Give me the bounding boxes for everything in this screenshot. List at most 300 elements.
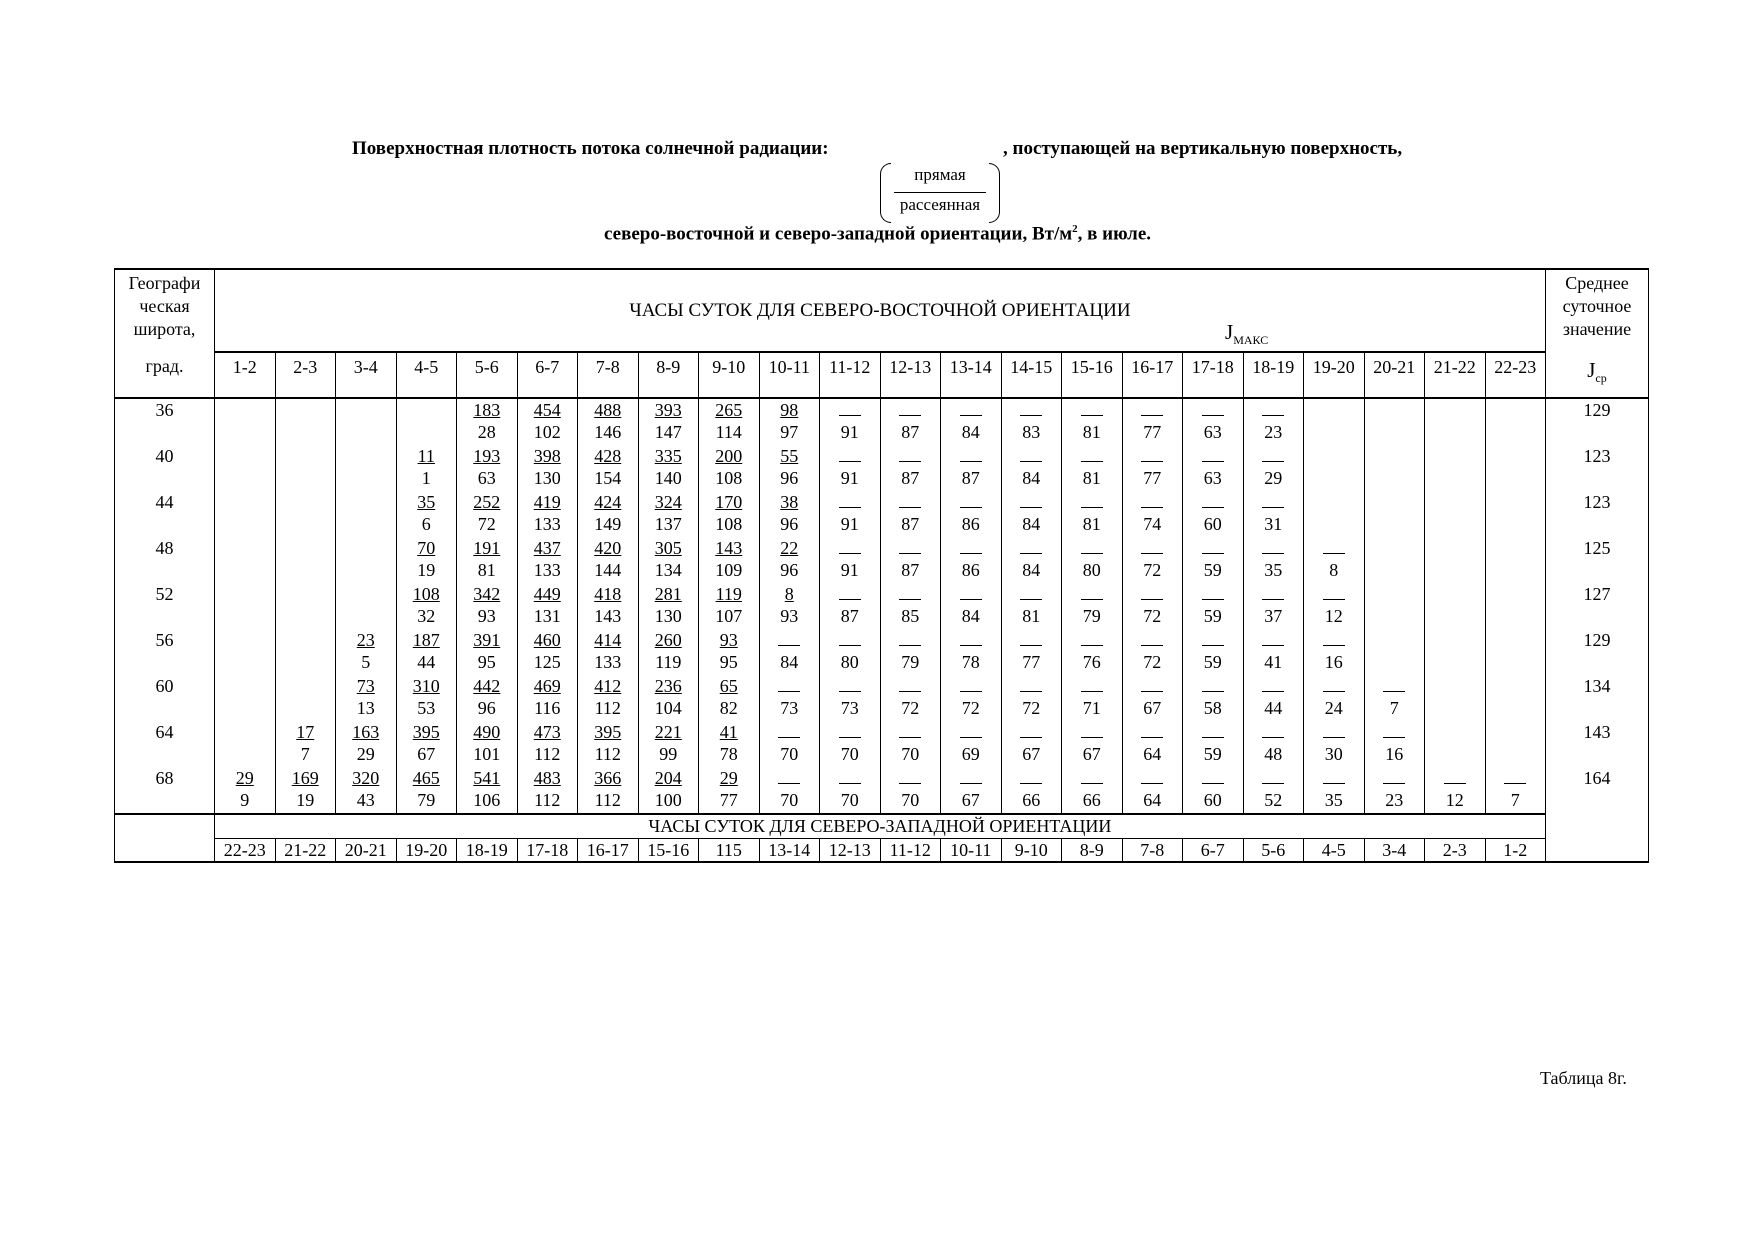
- diffuse-value: 44: [1264, 698, 1283, 718]
- diffuse-value: 31: [1264, 514, 1283, 534]
- dash-line: [1323, 645, 1345, 646]
- diffuse-value: 81: [1022, 606, 1041, 626]
- no-direct-dash: [1123, 445, 1183, 467]
- value-cell: [1243, 398, 1304, 445]
- value-cell: [578, 491, 639, 537]
- value-cell: [1304, 583, 1365, 629]
- diffuse-value: 108: [715, 468, 743, 488]
- no-direct-dash: [820, 583, 880, 605]
- value-cell: [517, 767, 578, 814]
- diffuse-value: 76: [1082, 652, 1101, 672]
- dash-line: [1020, 553, 1042, 554]
- value-cell: [457, 491, 518, 537]
- value-cell: [941, 721, 1002, 767]
- diffuse-value: 99: [659, 744, 678, 764]
- value-cell: [941, 445, 1002, 491]
- direct-value: 265: [715, 400, 743, 420]
- diffuse-value: 64: [1143, 790, 1162, 810]
- ne-orientation-header: [215, 269, 1546, 352]
- direct-value: 395: [412, 722, 440, 742]
- dash-line: [1081, 553, 1103, 554]
- value-cell: [941, 537, 1002, 583]
- value-cell: [457, 398, 518, 445]
- no-direct-dash: [1244, 767, 1304, 789]
- dash-line: [1202, 415, 1224, 416]
- diffuse-value: 112: [534, 790, 561, 810]
- direct-value: 310: [412, 676, 440, 696]
- diffuse-value: 86: [961, 560, 980, 580]
- diffuse-value: 84: [961, 422, 980, 442]
- latitude-cell: 44: [115, 491, 215, 537]
- dash-line: [1081, 415, 1103, 416]
- dash-line: [1141, 415, 1163, 416]
- fraction-denominator: рассеянная: [899, 195, 981, 214]
- no-direct-dash: [1244, 721, 1304, 743]
- no-direct-dash: [1002, 445, 1062, 467]
- no-direct-dash: [941, 491, 1001, 513]
- diffuse-value: 41: [1264, 652, 1283, 672]
- dash-line: [1141, 691, 1163, 692]
- no-direct-dash: [1123, 537, 1183, 559]
- diffuse-value: 70: [901, 744, 920, 764]
- direct-value: 305: [654, 538, 682, 558]
- value-cell: [1243, 537, 1304, 583]
- dash-line: [1202, 645, 1224, 646]
- nw-hour-header: 7-8: [1122, 839, 1183, 863]
- value-cell: [759, 767, 820, 814]
- dash-line: [778, 737, 800, 738]
- dash-line: [839, 599, 861, 600]
- dash-line: [1504, 783, 1526, 784]
- dash-line: [899, 645, 921, 646]
- dash-line: [1262, 737, 1284, 738]
- diffuse-value: 52: [1264, 790, 1283, 810]
- diffuse-value: 63: [477, 468, 496, 488]
- value-cell: [1485, 398, 1546, 445]
- nw-hour-header: 10-11: [941, 839, 1002, 863]
- no-direct-dash: [1244, 629, 1304, 651]
- value-cell: [699, 629, 760, 675]
- no-direct-dash: [1002, 721, 1062, 743]
- value-cell: [941, 583, 1002, 629]
- value-cell: [1062, 721, 1123, 767]
- dash-line: [899, 599, 921, 600]
- diffuse-value: 81: [1082, 468, 1101, 488]
- value-cell: [880, 445, 941, 491]
- value-cell: [275, 675, 336, 721]
- diffuse-value: 87: [901, 468, 920, 488]
- dash-line: [1020, 691, 1042, 692]
- dash-line: [1141, 507, 1163, 508]
- average-value: 127: [1546, 583, 1649, 629]
- no-direct-dash: [1002, 537, 1062, 559]
- value-cell: [396, 537, 457, 583]
- value-cell: [820, 767, 881, 814]
- dash-line: [1081, 507, 1103, 508]
- no-direct-dash: [1002, 491, 1062, 513]
- no-direct-dash: [1062, 399, 1122, 421]
- no-direct-dash: [820, 399, 880, 421]
- jmax-symbol: J: [1225, 320, 1234, 344]
- value-cell: [275, 398, 336, 445]
- diffuse-value: 72: [901, 698, 920, 718]
- diffuse-value: 53: [417, 698, 436, 718]
- direct-value: 163: [352, 722, 380, 742]
- value-cell: [1364, 537, 1425, 583]
- diffuse-value: 104: [654, 698, 682, 718]
- value-cell: [820, 398, 881, 445]
- value-cell: [699, 767, 760, 814]
- ne-hour-header: 14-15: [1001, 352, 1062, 398]
- diffuse-value: 87: [901, 514, 920, 534]
- diffuse-value: 125: [533, 652, 561, 672]
- value-cell: [699, 445, 760, 491]
- diffuse-value: 107: [715, 606, 743, 626]
- ne-hour-header: 16-17: [1122, 352, 1183, 398]
- value-cell: [275, 445, 336, 491]
- jmax-subscript: МАКС: [1233, 333, 1269, 348]
- direct-value: 23: [356, 630, 375, 650]
- direct-value: 70: [417, 538, 436, 558]
- dash-line: [1020, 783, 1042, 784]
- no-direct-dash: [1062, 537, 1122, 559]
- value-cell: [1304, 767, 1365, 814]
- dash-line: [960, 691, 982, 692]
- value-cell: [699, 721, 760, 767]
- diffuse-value: 112: [534, 744, 561, 764]
- direct-value: 143: [715, 538, 743, 558]
- diffuse-value: 106: [473, 790, 501, 810]
- value-cell: [880, 398, 941, 445]
- value-cell: [517, 491, 578, 537]
- value-cell: [457, 583, 518, 629]
- latitude-cell: 40: [115, 445, 215, 491]
- dash-line: [1081, 599, 1103, 600]
- direct-value: 183: [473, 400, 501, 420]
- value-cell: [578, 629, 639, 675]
- ne-hour-header: 21-22: [1425, 352, 1486, 398]
- diffuse-value: 91: [840, 468, 859, 488]
- title-line-2-end: , в июле.: [1077, 223, 1152, 245]
- dash-line: [1081, 691, 1103, 692]
- value-cell: [1425, 491, 1486, 537]
- average-value: 129: [1546, 629, 1649, 675]
- direct-value: 108: [412, 584, 440, 604]
- no-direct-dash: [881, 675, 941, 697]
- diffuse-value: 67: [1022, 744, 1041, 764]
- value-cell: [1485, 767, 1546, 814]
- value-cell: [1304, 629, 1365, 675]
- direct-value: 98: [780, 400, 799, 420]
- diffuse-value: 12: [1445, 790, 1464, 810]
- dash-line: [899, 783, 921, 784]
- value-cell: [1122, 767, 1183, 814]
- value-cell: [1485, 629, 1546, 675]
- no-direct-dash: [1244, 583, 1304, 605]
- direct-value: 418: [594, 584, 622, 604]
- javg-subscript: ср: [1595, 371, 1607, 386]
- value-cell: [1062, 537, 1123, 583]
- no-direct-dash: [941, 767, 1001, 789]
- direct-value: 252: [473, 492, 501, 512]
- no-direct-dash: [1304, 629, 1364, 651]
- ne-hour-header: 10-11: [759, 352, 820, 398]
- diffuse-value: 119: [655, 652, 682, 672]
- ne-hour-header: 20-21: [1364, 352, 1425, 398]
- value-cell: [1001, 675, 1062, 721]
- diffuse-value: 29: [1264, 468, 1283, 488]
- table-row: [115, 491, 1649, 537]
- dash-line: [1141, 599, 1163, 600]
- dash-line: [839, 691, 861, 692]
- direct-value: 191: [473, 538, 501, 558]
- value-cell: [578, 583, 639, 629]
- diffuse-value: 84: [1022, 514, 1041, 534]
- dash-line: [1020, 599, 1042, 600]
- dash-line: [1262, 645, 1284, 646]
- diffuse-value: 130: [533, 468, 561, 488]
- nw-hours-row: [115, 839, 1649, 863]
- diffuse-value: 112: [594, 790, 621, 810]
- no-direct-dash: [881, 399, 941, 421]
- direct-value: 454: [533, 400, 561, 420]
- no-direct-dash: [1062, 491, 1122, 513]
- ne-hour-header: 2-3: [275, 352, 336, 398]
- nw-hour-header: 21-22: [275, 839, 336, 863]
- dash-line: [1383, 691, 1405, 692]
- value-cell: [1183, 721, 1244, 767]
- nw-hour-header: 16-17: [578, 839, 639, 863]
- value-cell: [759, 675, 820, 721]
- no-direct-dash: [820, 491, 880, 513]
- direct-value: 324: [654, 492, 682, 512]
- direct-value: 460: [533, 630, 561, 650]
- latitude-header: Географи ческая широта,: [115, 269, 215, 352]
- value-cell: [1364, 629, 1425, 675]
- ne-hour-header: 1-2: [215, 352, 276, 398]
- no-direct-dash: [1123, 767, 1183, 789]
- nw-title-row: [115, 814, 1649, 839]
- value-cell: [578, 675, 639, 721]
- diffuse-value: 5: [361, 652, 371, 672]
- value-cell: [578, 445, 639, 491]
- diffuse-value: 72: [1143, 606, 1162, 626]
- no-direct-dash: [1486, 767, 1546, 789]
- diffuse-value: 87: [901, 560, 920, 580]
- direct-value: 22: [780, 538, 799, 558]
- diffuse-value: 81: [1082, 514, 1101, 534]
- diffuse-value: 13: [356, 698, 375, 718]
- diffuse-value: 87: [901, 422, 920, 442]
- direct-value: 204: [654, 768, 682, 788]
- value-cell: [215, 583, 276, 629]
- dash-line: [1020, 507, 1042, 508]
- direct-value: 281: [654, 584, 682, 604]
- value-cell: [1243, 629, 1304, 675]
- direct-value: 391: [473, 630, 501, 650]
- value-cell: [396, 583, 457, 629]
- direct-value: 221: [654, 722, 682, 742]
- diffuse-value: 7: [300, 744, 310, 764]
- dash-line: [1262, 783, 1284, 784]
- diffuse-value: 77: [719, 790, 738, 810]
- jmax-label: [1225, 320, 1268, 348]
- dash-line: [1262, 507, 1284, 508]
- value-cell: [215, 721, 276, 767]
- no-direct-dash: [1062, 721, 1122, 743]
- value-cell: [1062, 583, 1123, 629]
- value-cell: [1425, 629, 1486, 675]
- diffuse-value: 59: [1203, 560, 1222, 580]
- dash-line: [960, 415, 982, 416]
- diffuse-value: 67: [1082, 744, 1101, 764]
- value-cell: [578, 721, 639, 767]
- ne-hour-header: 4-5: [396, 352, 457, 398]
- dash-line: [1020, 461, 1042, 462]
- diffuse-value: 144: [594, 560, 622, 580]
- value-cell: [275, 491, 336, 537]
- value-cell: [1243, 445, 1304, 491]
- dash-line: [1141, 645, 1163, 646]
- no-direct-dash: [1002, 767, 1062, 789]
- value-cell: [759, 445, 820, 491]
- dash-line: [1020, 645, 1042, 646]
- table-row: [115, 721, 1649, 767]
- diffuse-value: 154: [594, 468, 622, 488]
- diffuse-value: 9: [240, 790, 250, 810]
- value-cell: [1001, 398, 1062, 445]
- value-cell: [275, 721, 336, 767]
- value-cell: [1425, 583, 1486, 629]
- average-value: 125: [1546, 537, 1649, 583]
- table-caption: Таблица 8г.: [1540, 1068, 1627, 1088]
- no-direct-dash: [941, 583, 1001, 605]
- value-cell: [638, 398, 699, 445]
- value-cell: [1425, 721, 1486, 767]
- diffuse-value: 140: [654, 468, 682, 488]
- direct-value: 335: [654, 446, 682, 466]
- dash-line: [1202, 599, 1224, 600]
- direct-value: 442: [473, 676, 501, 696]
- value-cell: [457, 675, 518, 721]
- value-cell: [1183, 675, 1244, 721]
- no-direct-dash: [820, 537, 880, 559]
- ne-hour-header: 15-16: [1062, 352, 1123, 398]
- value-cell: [215, 398, 276, 445]
- diffuse-value: 58: [1203, 698, 1222, 718]
- dash-line: [839, 415, 861, 416]
- diffuse-value: 12: [1324, 606, 1343, 626]
- value-cell: [1364, 445, 1425, 491]
- fraction-numerator: прямая: [914, 165, 966, 184]
- no-direct-dash: [881, 721, 941, 743]
- ne-hour-header: 19-20: [1304, 352, 1365, 398]
- value-cell: [638, 721, 699, 767]
- value-cell: [215, 445, 276, 491]
- ne-hour-header: 6-7: [517, 352, 578, 398]
- no-direct-dash: [1123, 399, 1183, 421]
- dash-line: [839, 783, 861, 784]
- value-cell: [1485, 721, 1546, 767]
- value-cell: [396, 721, 457, 767]
- no-direct-dash: [760, 675, 820, 697]
- value-cell: [1243, 491, 1304, 537]
- dash-line: [960, 599, 982, 600]
- dash-line: [1262, 461, 1284, 462]
- diffuse-value: 77: [1143, 422, 1162, 442]
- value-cell: [699, 675, 760, 721]
- latitude-cell: 52: [115, 583, 215, 629]
- direct-value: 412: [594, 676, 622, 696]
- no-direct-dash: [1304, 537, 1364, 559]
- value-cell: [336, 721, 397, 767]
- value-cell: [275, 583, 336, 629]
- diffuse-value: 78: [961, 652, 980, 672]
- dash-line: [839, 645, 861, 646]
- dash-line: [1081, 737, 1103, 738]
- direct-value: 398: [533, 446, 561, 466]
- diffuse-value: 96: [477, 698, 496, 718]
- value-cell: [1183, 398, 1244, 445]
- no-direct-dash: [881, 629, 941, 651]
- no-direct-dash: [941, 721, 1001, 743]
- dash-line: [839, 553, 861, 554]
- diffuse-value: 66: [1022, 790, 1041, 810]
- no-direct-dash: [760, 721, 820, 743]
- average-value: 129: [1546, 398, 1649, 445]
- value-cell: [759, 629, 820, 675]
- ne-hour-header: 9-10: [699, 352, 760, 398]
- value-cell: [336, 537, 397, 583]
- value-cell: [759, 583, 820, 629]
- diffuse-value: 66: [1082, 790, 1101, 810]
- value-cell: [1425, 537, 1486, 583]
- direct-value: 93: [719, 630, 738, 650]
- value-cell: [396, 398, 457, 445]
- average-value: 143: [1546, 721, 1649, 767]
- dash-line: [839, 737, 861, 738]
- no-direct-dash: [941, 399, 1001, 421]
- direct-value: 29: [235, 768, 254, 788]
- ne-hour-header: 11-12: [820, 352, 881, 398]
- diffuse-value: 147: [654, 422, 682, 442]
- value-cell: [336, 767, 397, 814]
- direct-value: 465: [412, 768, 440, 788]
- diffuse-value: 6: [421, 514, 431, 534]
- average-header: Среднее суточное значение: [1546, 269, 1649, 352]
- diffuse-value: 59: [1203, 652, 1222, 672]
- value-cell: [275, 767, 336, 814]
- dash-line: [1323, 553, 1345, 554]
- no-direct-dash: [1062, 445, 1122, 467]
- diffuse-value: 70: [780, 744, 799, 764]
- diffuse-value: 35: [1264, 560, 1283, 580]
- direct-value: 419: [533, 492, 561, 512]
- diffuse-value: 67: [417, 744, 436, 764]
- diffuse-value: 102: [533, 422, 561, 442]
- diffuse-value: 143: [594, 606, 622, 626]
- diffuse-value: 19: [296, 790, 315, 810]
- no-direct-dash: [820, 721, 880, 743]
- value-cell: [336, 583, 397, 629]
- no-direct-dash: [1123, 629, 1183, 651]
- no-direct-dash: [1425, 767, 1485, 789]
- nw-hour-header: 17-18: [517, 839, 578, 863]
- value-cell: [699, 537, 760, 583]
- value-cell: [457, 721, 518, 767]
- dash-line: [1262, 415, 1284, 416]
- no-direct-dash: [1304, 767, 1364, 789]
